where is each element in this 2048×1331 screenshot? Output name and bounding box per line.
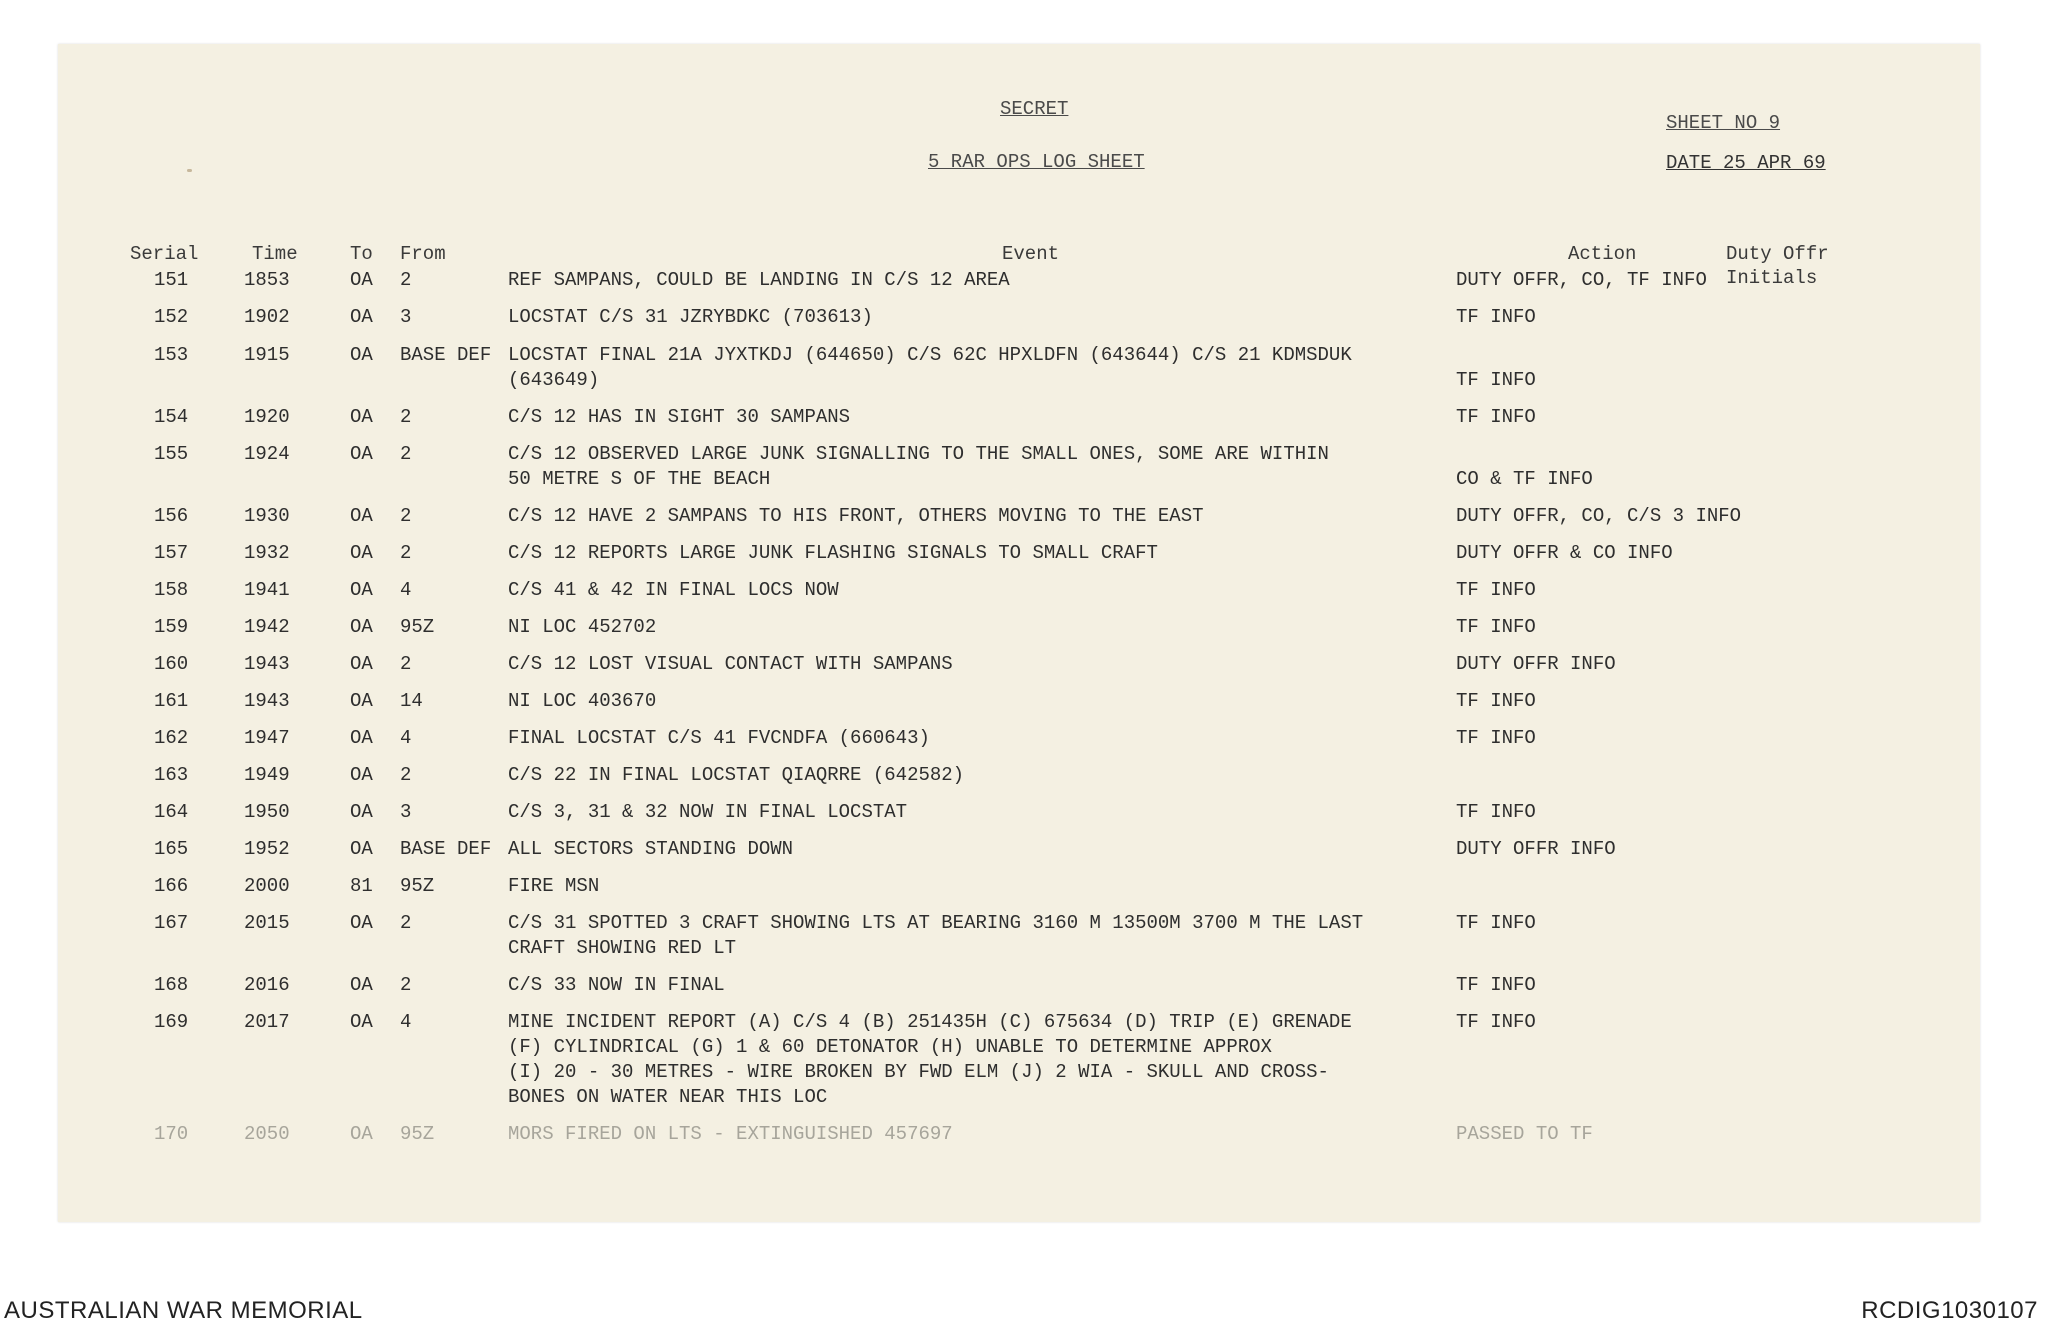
entry-action: TF INFO [1456, 690, 1536, 712]
entry-event-line: 50 METRE S OF THE BEACH [508, 468, 771, 490]
entry-to: OA [350, 690, 373, 712]
entry-event [508, 405, 850, 430]
entry-event [508, 1010, 1352, 1110]
entry-time: 2017 [244, 1011, 290, 1033]
entry-action: CO & TF INFO [1456, 468, 1593, 490]
col-duty-offr [1726, 242, 1829, 290]
footer-record-id: RCDIG1030107 [1861, 1297, 2038, 1324]
entry-event-line: LOCSTAT C/S 31 JZRYBDKC (703613) [508, 306, 873, 328]
log-sheet-paper [58, 44, 1980, 1222]
entry-to: 81 [350, 875, 373, 897]
entry-to: OA [350, 344, 373, 366]
entry-from: 14 [400, 690, 423, 712]
entry-serial: 164 [154, 801, 189, 823]
entry-event [508, 689, 656, 714]
entry-serial: 152 [154, 306, 189, 328]
entry-event-line: C/S 12 OBSERVED LARGE JUNK SIGNALLING TO THE SMALL ONES, SOME ARE WITHIN [508, 443, 1329, 465]
col-from: From [400, 243, 446, 265]
entry-event-line: C/S 12 HAS IN SIGHT 30 SAMPANS [508, 406, 851, 428]
entry-time: 1930 [244, 505, 290, 527]
entry-from: 2 [400, 443, 412, 465]
entry-event-line: BONES ON WATER NEAR THIS LOC [508, 1086, 828, 1108]
entry-event [508, 726, 930, 751]
entry-action: DUTY OFFR INFO [1456, 653, 1616, 675]
entry-event [508, 615, 656, 640]
entry-time: 1950 [244, 801, 290, 823]
entry-time: 1915 [244, 344, 290, 366]
entry-from: 95Z [400, 875, 435, 897]
entry-to: OA [350, 1123, 373, 1145]
entry-action: DUTY OFFR, CO, TF INFO [1456, 269, 1707, 291]
entry-from: 2 [400, 542, 412, 564]
entry-to: OA [350, 838, 373, 860]
entry-event-line: C/S 12 REPORTS LARGE JUNK FLASHING SIGNALS TO SMALL CRAFT [508, 542, 1158, 564]
entry-to: OA [350, 443, 373, 465]
entry-to: OA [350, 269, 373, 291]
entry-from: 2 [400, 974, 412, 996]
entry-from: 2 [400, 269, 412, 291]
footer-institution: AUSTRALIAN WAR MEMORIAL [4, 1297, 363, 1324]
entry-from: 4 [400, 727, 412, 749]
entry-time: 1942 [244, 616, 290, 638]
entry-time: 1924 [244, 443, 290, 465]
entry-time: 2016 [244, 974, 290, 996]
entry-serial: 167 [154, 912, 189, 934]
entry-time: 1932 [244, 542, 290, 564]
entry-event [508, 973, 725, 998]
entry-serial: 170 [154, 1123, 189, 1145]
entry-to: OA [350, 727, 373, 749]
entry-event-line: NI LOC 403670 [508, 690, 657, 712]
entry-to: OA [350, 406, 373, 428]
entry-to: OA [350, 579, 373, 601]
entry-to: OA [350, 616, 373, 638]
entry-event [508, 578, 839, 603]
entry-to: OA [350, 912, 373, 934]
entry-event [508, 504, 1204, 529]
entry-to: OA [350, 505, 373, 527]
entry-time: 2050 [244, 1123, 290, 1145]
entry-action: TF INFO [1456, 579, 1536, 601]
sheet-title: 5 RAR OPS LOG SHEET [928, 151, 1145, 173]
entry-event-line: C/S 22 IN FINAL LOCSTAT QIAQRRE (642582) [508, 764, 965, 786]
entry-event-line: C/S 41 & 42 IN FINAL LOCS NOW [508, 579, 839, 601]
entry-event-line: CRAFT SHOWING RED LT [508, 937, 737, 959]
entry-action: TF INFO [1456, 1011, 1536, 1033]
entry-action: TF INFO [1456, 616, 1536, 638]
entry-action: TF INFO [1456, 801, 1536, 823]
entry-serial: 157 [154, 542, 189, 564]
entry-serial: 168 [154, 974, 189, 996]
entry-to: OA [350, 306, 373, 328]
entry-event [508, 837, 793, 862]
entry-action: TF INFO [1456, 974, 1536, 996]
entry-event-line: ALL SECTORS STANDING DOWN [508, 838, 794, 860]
entry-action: TF INFO [1456, 306, 1536, 328]
entry-serial: 160 [154, 653, 189, 675]
entry-event-line: (643649) [508, 369, 600, 391]
entry-action: TF INFO [1456, 727, 1536, 749]
entry-action: TF INFO [1456, 912, 1536, 934]
entry-event-line: C/S 12 HAVE 2 SAMPANS TO HIS FRONT, OTHERS MOVING TO THE EAST [508, 505, 1204, 527]
entry-from: 4 [400, 1011, 412, 1033]
entry-from: 95Z [400, 1123, 435, 1145]
entry-serial: 159 [154, 616, 189, 638]
col-serial: Serial [130, 243, 199, 265]
entry-from: 2 [400, 505, 412, 527]
entry-from: BASE DEF [400, 838, 492, 860]
sheet-number: SHEET NO 9 [1666, 112, 1781, 134]
col-time: Time [252, 243, 298, 265]
entry-serial: 156 [154, 505, 189, 527]
entry-serial: 161 [154, 690, 189, 712]
entry-serial: 166 [154, 875, 189, 897]
entry-event [508, 305, 873, 330]
entry-serial: 153 [154, 344, 189, 366]
entry-time: 1949 [244, 764, 290, 786]
entry-from: BASE DEF [400, 344, 492, 366]
entry-from: 3 [400, 801, 412, 823]
col-event: Event [1002, 243, 1060, 265]
entry-action: DUTY OFFR, CO, C/S 3 INFO [1456, 505, 1742, 527]
entry-time: 2015 [244, 912, 290, 934]
entry-event-line: FINAL LOCSTAT C/S 41 FVCNDFA (660643) [508, 727, 930, 749]
entry-serial: 163 [154, 764, 189, 786]
classification-heading: SECRET [1000, 98, 1069, 120]
entry-serial: 169 [154, 1011, 189, 1033]
entry-from: 2 [400, 653, 412, 675]
entry-event-line: (F) CYLINDRICAL (G) 1 & 60 DETONATOR (H) UNABLE TO DETERMINE APPROX [508, 1036, 1272, 1058]
entry-time: 1941 [244, 579, 290, 601]
entry-from: 3 [400, 306, 412, 328]
col-duty-offr-line2: Initials [1726, 267, 1818, 289]
entry-from: 2 [400, 406, 412, 428]
entry-time: 1943 [244, 690, 290, 712]
entry-to: OA [350, 974, 373, 996]
entry-serial: 155 [154, 443, 189, 465]
entry-event-line: MINE INCIDENT REPORT (A) C/S 4 (B) 251435H (C) 675634 (D) TRIP (E) GRENADE [508, 1011, 1352, 1033]
entry-event-line: LOCSTAT FINAL 21A JYXTKDJ (644650) C/S 62C HPXLDFN (643644) C/S 21 KDMSDUK [508, 344, 1352, 366]
entry-event [508, 442, 1329, 492]
entry-event [508, 343, 1352, 393]
entry-action: DUTY OFFR INFO [1456, 838, 1616, 860]
entry-to: OA [350, 542, 373, 564]
entry-to: OA [350, 801, 373, 823]
col-to: To [350, 243, 373, 265]
entry-from: 4 [400, 579, 412, 601]
entry-event [508, 541, 1158, 566]
entry-event-line: C/S 3, 31 & 32 NOW IN FINAL LOCSTAT [508, 801, 908, 823]
entry-time: 1943 [244, 653, 290, 675]
entry-time: 1952 [244, 838, 290, 860]
entry-event-line: C/S 12 LOST VISUAL CONTACT WITH SAMPANS [508, 653, 953, 675]
entry-time: 1902 [244, 306, 290, 328]
entry-serial: 154 [154, 406, 189, 428]
entry-time: 1920 [244, 406, 290, 428]
entry-event-line: NI LOC 452702 [508, 616, 657, 638]
entry-event-line: (I) 20 - 30 METRES - WIRE BROKEN BY FWD ELM (J) 2 WIA - SKULL AND CROSS- [508, 1061, 1329, 1083]
col-duty-offr-line1: Duty Offr [1726, 243, 1829, 265]
entry-time: 2000 [244, 875, 290, 897]
entry-event-line: C/S 33 NOW IN FINAL [508, 974, 725, 996]
entry-serial: 151 [154, 269, 189, 291]
entry-serial: 158 [154, 579, 189, 601]
entry-event [508, 800, 907, 825]
entry-action: PASSED TO TF [1456, 1123, 1593, 1145]
entry-to: OA [350, 764, 373, 786]
col-action: Action [1568, 243, 1637, 265]
entry-serial: 162 [154, 727, 189, 749]
entry-from: 2 [400, 912, 412, 934]
entry-from: 2 [400, 764, 412, 786]
entry-action: DUTY OFFR & CO INFO [1456, 542, 1673, 564]
entry-action: TF INFO [1456, 369, 1536, 391]
entry-action: TF INFO [1456, 406, 1536, 428]
entry-event [508, 874, 599, 899]
entry-event [508, 763, 964, 788]
paper-mark [187, 169, 192, 172]
entry-event [508, 268, 1010, 293]
entry-serial: 165 [154, 838, 189, 860]
entry-event [508, 652, 953, 677]
entry-to: OA [350, 1011, 373, 1033]
sheet-date: DATE 25 APR 69 [1666, 152, 1826, 174]
entry-event [508, 1122, 953, 1147]
entry-event-line: FIRE MSN [508, 875, 600, 897]
entry-event-line: REF SAMPANS, COULD BE LANDING IN C/S 12 AREA [508, 269, 1010, 291]
entry-from: 95Z [400, 616, 435, 638]
entry-time: 1947 [244, 727, 290, 749]
entry-event [508, 911, 1363, 961]
entry-time: 1853 [244, 269, 290, 291]
entry-event-line: MORS FIRED ON LTS - EXTINGUISHED 457697 [508, 1123, 953, 1145]
entry-event-line: C/S 31 SPOTTED 3 CRAFT SHOWING LTS AT BEARING 3160 M 13500M 3700 M THE LAST [508, 912, 1364, 934]
entry-to: OA [350, 653, 373, 675]
